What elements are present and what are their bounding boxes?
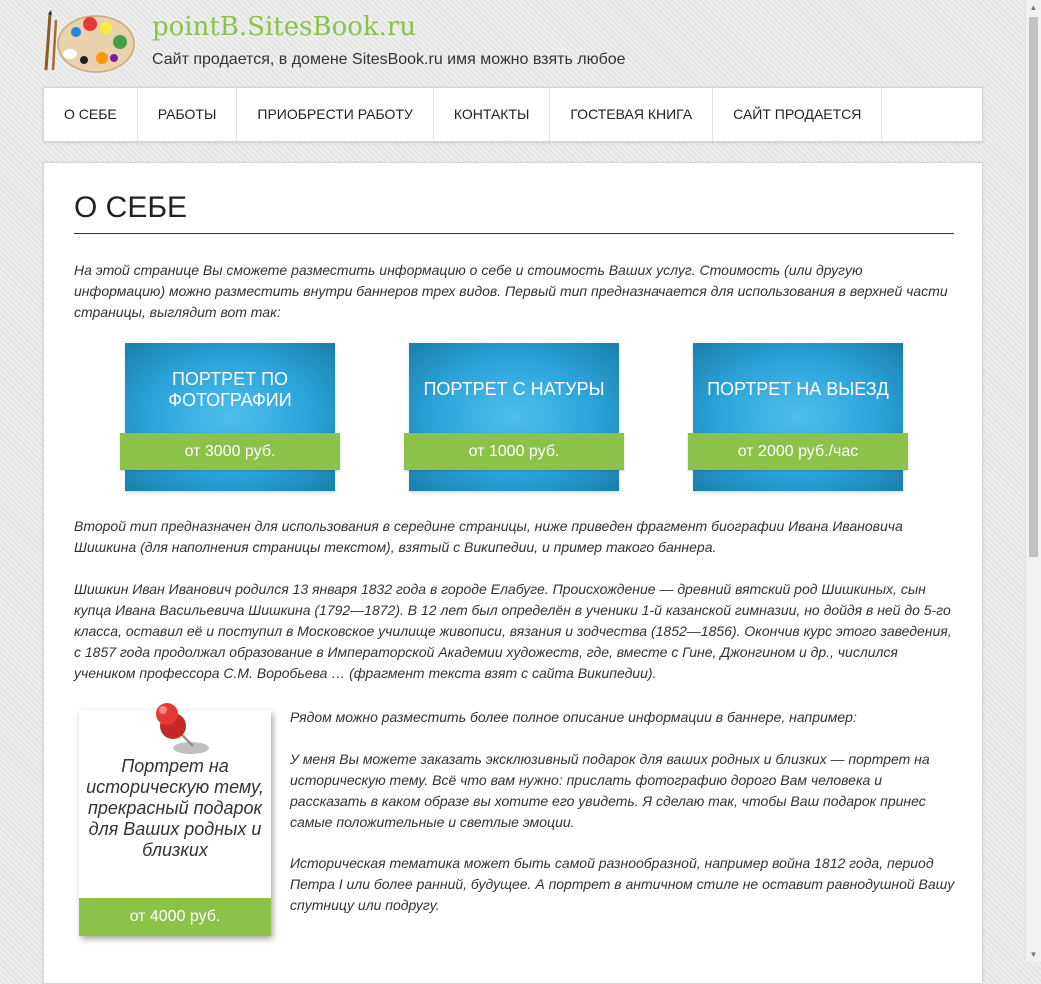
- nav-item-buy-work[interactable]: ПРИОБРЕСТИ РАБОТУ: [237, 88, 433, 141]
- note-banner: [79, 710, 271, 936]
- banner-price: от 3000 руб.: [120, 433, 340, 470]
- banner-title: ПОРТРЕТ С НАТУРЫ: [423, 379, 605, 399]
- nav-item-contacts[interactable]: КОНТАКТЫ: [434, 88, 551, 141]
- palette-icon[interactable]: [40, 10, 136, 74]
- side-paragraph: Историческая тематика может быть самой разнообразной, например война 1812 года, период Петра I или более ранний, будущее. А портрет в античном стиле не оставит равнодушной Вашу спутницу или подругу.: [290, 855, 955, 913]
- side-paragraph: У меня Вы можете заказать эксклюзивный подарок для ваших родных и близких — портрет на историческую тему. Всё что вам нужно: прислать фотографию дорого Вам человека и рассказать в каком образе вы хотите его увидеть. Я сделаю так, чтобы Ваш подарок принес самые положительные и светлые эмоции.: [290, 751, 930, 830]
- price-banner: [693, 343, 903, 491]
- banner-title: ПОРТРЕТ НА ВЫЕЗД: [707, 379, 889, 399]
- nav-item-site-for-sale[interactable]: САЙТ ПРОДАЕТСЯ: [713, 88, 882, 141]
- side-paragraph: Рядом можно разместить более полное описание информации в баннере, например:: [290, 709, 857, 725]
- scroll-down-arrow-icon[interactable]: ▼: [1029, 950, 1038, 959]
- nav-item-guestbook[interactable]: ГОСТЕВАЯ КНИГА: [550, 88, 713, 141]
- scroll-thumb[interactable]: [1029, 17, 1038, 557]
- site-description: Сайт продается, в домене SitesBook.ru имя можно взять любое: [152, 51, 626, 68]
- note-text: Портрет на историческую тему, прекрасный подарок для Ваших родных и близких: [86, 756, 264, 860]
- nav-item-about[interactable]: О СЕБЕ: [44, 88, 138, 141]
- content-area: [43, 162, 983, 984]
- main-navigation: [43, 87, 983, 142]
- banner-title: ПОРТРЕТ ПО ФОТОГРАФИИ: [168, 369, 292, 410]
- site-title[interactable]: pointB.SitesBook.ru: [152, 12, 417, 42]
- price-banner: [125, 343, 335, 491]
- note-price: от 4000 руб.: [79, 898, 271, 936]
- second-type-paragraph: Второй тип предназначен для использования в середине страницы, ниже приведен фрагмент биографии Ивана Ивановича Шишкина (для наполнения страницы текстом), взятый с Википедии, и пример такого баннера.: [74, 518, 903, 555]
- banner-price: от 1000 руб.: [404, 433, 624, 470]
- pushpin-icon: [139, 698, 219, 760]
- banner-price: от 2000 руб./час: [688, 433, 908, 470]
- intro-paragraph: На этой странице Вы сможете разместить информацию о себе и стоимость Ваших услуг. Стоимость (или другую информацию) можно разместить внутри баннеров трех видов. Первый тип предназначается для использования в верхней части страницы, выглядит вот так:: [74, 262, 948, 320]
- biography-paragraph: Шишкин Иван Иванович родился 13 января 1832 года в городе Елабуге. Происхождение — древний вятский род Шишкиных, сын купца Ивана Васильевича Шишкина (1792—1872). В 12 лет был определён в ученики 1-й казанской гимназии, но дойдя в ней до 5-го класса, оставил её и поступил в Московское училище живописи, вязания и зодчества (1852—1856). Окончив курс этого заведения, с 1857 года продолжал образование в Императорской Академии художеств, где, вместе с Гине, Джонгином и др., числился учеником профессора С.М. Воробьева … (фрагмент текста взят с сайта Википедии).: [74, 581, 952, 681]
- vertical-scrollbar[interactable]: [1025, 0, 1041, 962]
- title-divider: [74, 233, 954, 234]
- price-banner: [409, 343, 619, 491]
- scroll-up-arrow-icon[interactable]: ▲: [1029, 3, 1038, 12]
- page-title: О СЕБЕ: [74, 191, 188, 224]
- nav-item-works[interactable]: РАБОТЫ: [138, 88, 238, 141]
